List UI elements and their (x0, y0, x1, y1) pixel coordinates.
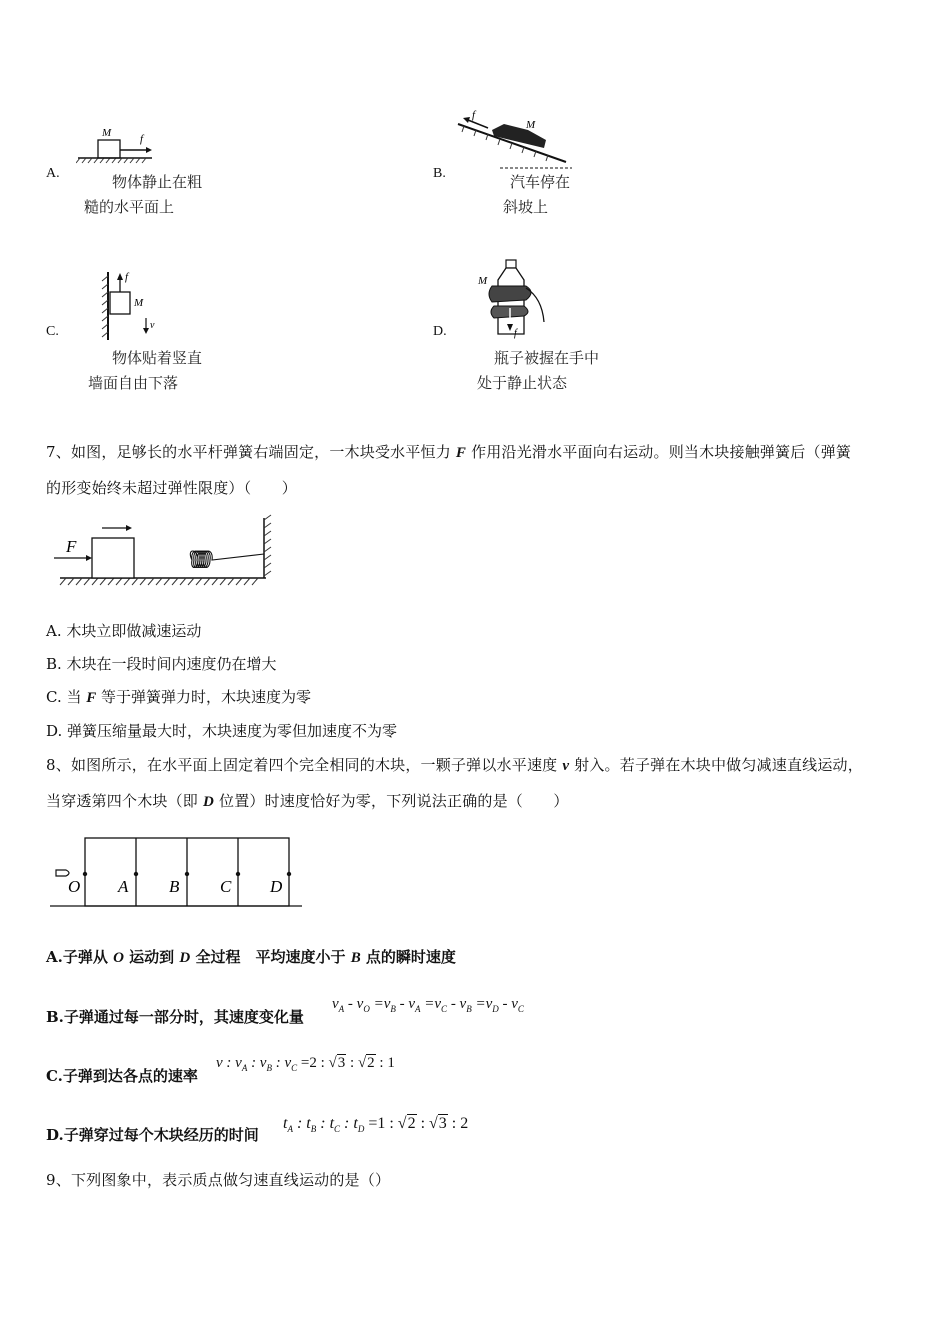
svg-text:M: M (526, 119, 536, 131)
option-label: D. (433, 324, 447, 339)
caption-line: 汽车停在 (510, 173, 571, 191)
svg-text:f: f (472, 109, 476, 121)
option-label: C. (46, 324, 59, 339)
caption-line: 物体静止在粗 (112, 173, 203, 191)
svg-text:f: f (140, 133, 144, 145)
option-a: A.子弹从 O 运动到 D 全过程 平均速度小于 B 点的瞬时速度 (46, 948, 456, 966)
question-9-stem: 9、下列图象中，表示质点做匀速直线运动的是（） (46, 1171, 391, 1189)
option-b: B.子弹通过每一部分时，其速度变化量 (46, 1008, 304, 1026)
formula-time-ratio: $t_A$ : $t_B$ : $t_C$ : $t_D =1$ : √2 : √3 : 2 (283, 1115, 469, 1135)
point-label: D (270, 877, 283, 896)
question-stem: 8、如图所示，在水平面上固定着四个完全相同的木块，一颗子弹以水平速度 v 射入。若子弹在木块中做匀减速直线运动， (46, 756, 863, 774)
svg-text:v: v (150, 320, 155, 331)
point-label: B (169, 877, 180, 896)
formula-speed-ratio: v : $v_A$ : $v_B$ : $v_C =2$ : √3 : √2 : 1 (216, 1055, 395, 1073)
figure-wood-blocks (48, 832, 308, 912)
option-label: B. (433, 166, 446, 181)
svg-text:f: f (125, 271, 129, 283)
option-c: C. 当 F 等于弹簧弹力时，木块速度为零 (46, 688, 312, 706)
caption-line: 糙的水平面上 (84, 198, 175, 216)
svg-text:M: M (478, 275, 488, 287)
svg-text:M: M (134, 297, 144, 309)
figure-car-on-slope (454, 108, 574, 172)
option-b: B. 木块在一段时间内速度仍在增大 (46, 655, 277, 673)
option-d: D.子弹穿过每个木块经历的时间 (46, 1126, 259, 1144)
svg-text:F: F (66, 537, 77, 556)
question-stem: 7、如图，足够长的水平杆弹簧右端固定，一木块受水平恒力 F 作用沿光滑水平面向右运动。则当木块接触弹簧后（弹簧 (46, 443, 852, 461)
option-a: A. 木块立即做减速运动 (46, 622, 202, 640)
figure-block-spring (52, 514, 284, 590)
formula-velocity-change: $v_A - v_O =v_B - v_A =v_C - v_B =v_D - v_C$ (332, 996, 524, 1014)
caption-line: 物体贴着竖直 (112, 349, 203, 367)
option-label: A. (46, 166, 60, 181)
caption-line: 瓶子被握在手中 (494, 349, 600, 367)
question-stem: 当穿透第四个木块（即 D 位置）时速度恰好为零，下列说法正确的是（ ） (46, 792, 569, 810)
caption-line: 墙面自由下落 (88, 374, 179, 392)
figure-block-on-surface (76, 124, 156, 164)
option-d: D. 弹簧压缩量最大时，木块速度为零但加速度不为零 (46, 722, 398, 740)
svg-text:M: M (102, 127, 112, 139)
figure-bottle-in-hand (474, 258, 554, 342)
figure-block-on-wall (94, 268, 164, 344)
question-stem: 的形变始终未超过弹性限度）（ ） (46, 479, 297, 497)
point-label: C (220, 877, 232, 896)
point-label: A (118, 877, 129, 896)
caption-line: 斜坡上 (503, 198, 549, 216)
caption-line: 处于静止状态 (477, 374, 568, 392)
point-label: O (68, 877, 81, 896)
svg-text:f: f (514, 328, 517, 339)
option-c: C.子弹到达各点的速率 (46, 1067, 198, 1085)
